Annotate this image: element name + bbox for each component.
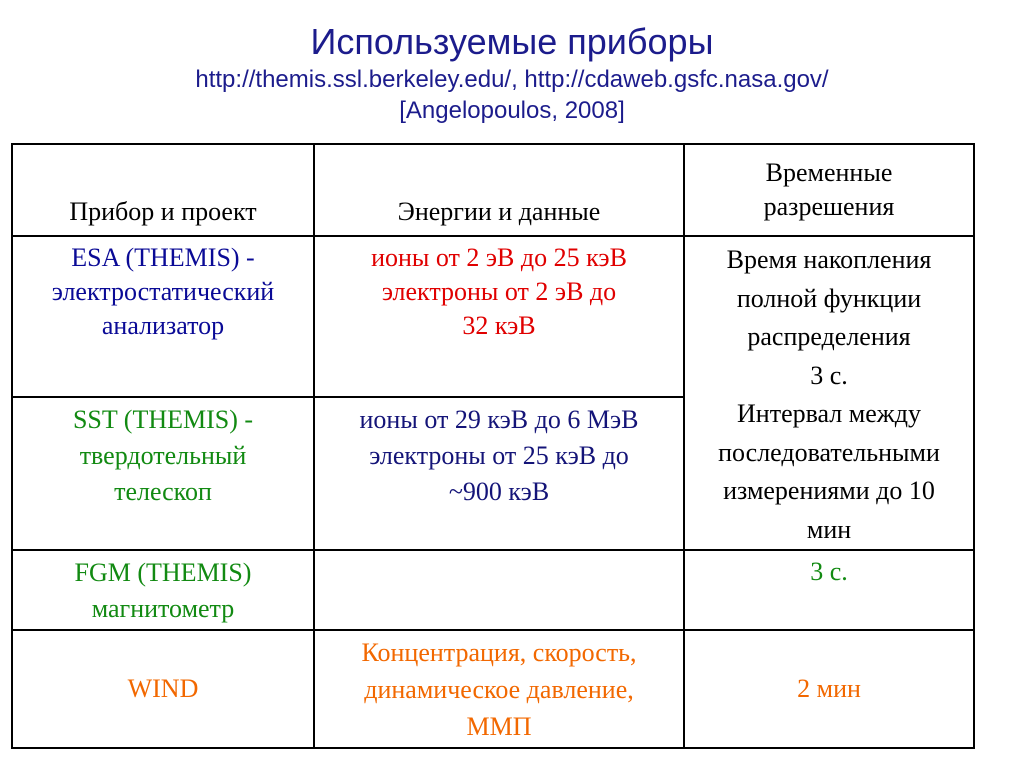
esa-instrument-line: анализатор <box>101 311 225 340</box>
header-instrument <box>12 144 314 236</box>
wind-energies-line: Концентрация, скорость, <box>361 637 637 667</box>
fgm-instrument-line: магнитометр <box>91 594 235 623</box>
slide-title: Используемые приборы <box>310 21 714 62</box>
header-resolution-line: Временные <box>765 158 893 187</box>
table-row-fgm <box>12 550 974 630</box>
sst-instrument-line: телескоп <box>114 476 212 506</box>
fgm-instrument-line: FGM (THEMIS) <box>74 558 252 587</box>
cell-fgm-instrument <box>12 550 314 630</box>
themis-resolution-line: распределения <box>747 322 911 351</box>
sst-instrument-line: твердотельный <box>79 440 247 470</box>
sst-energies-line: ~900 кэВ <box>448 476 550 506</box>
header-resolution-line: разрешения <box>763 192 895 221</box>
themis-resolution-line: Интервал между <box>737 399 921 428</box>
wind-resolution-text: 2 мин <box>797 674 861 703</box>
cell-sst-instrument <box>12 397 314 551</box>
instruments-table <box>11 143 975 749</box>
reference-citation: [Angelopoulos, 2008] <box>399 97 625 124</box>
cell-esa-instrument <box>12 236 314 397</box>
esa-instrument-line: электростатический <box>51 277 275 306</box>
themis-resolution-line: полной функции <box>736 283 922 313</box>
sst-energies-line: ионы от 29 кэВ до 6 МэВ <box>359 404 639 434</box>
sst-instrument-line: SST (THEMIS) - <box>72 404 254 434</box>
themis-resolution-line: измерениями до 10 <box>723 476 935 505</box>
cell-esa-energies <box>314 236 684 397</box>
cell-fgm-resolution <box>684 550 974 630</box>
title-block <box>0 20 1024 126</box>
themis-resolution-line: 3 с. <box>810 360 848 390</box>
header-energies <box>314 144 684 236</box>
cell-wind-resolution <box>684 630 974 748</box>
cell-wind-energies <box>314 630 684 748</box>
wind-instrument-text: WIND <box>127 674 199 703</box>
cell-wind-instrument <box>12 630 314 748</box>
esa-energies-line: ионы от 2 эВ до 25 кэВ <box>371 243 627 272</box>
cell-fgm-energies <box>314 550 684 630</box>
esa-energies-line: 32 кэВ <box>462 311 536 340</box>
wind-energies-line: ММП <box>466 711 532 741</box>
themis-resolution-line: Время накопления <box>726 245 932 274</box>
table-row-esa <box>12 236 974 397</box>
table-row-wind <box>12 630 974 748</box>
header-energies-text: Энергии и данные <box>397 197 601 226</box>
header-resolution <box>684 144 974 236</box>
wind-energies-line: динамическое давление, <box>364 674 634 704</box>
header-instrument-text: Прибор и проект <box>69 197 257 226</box>
cell-sst-energies <box>314 397 684 551</box>
themis-resolution-line: последовательными <box>718 437 940 467</box>
table-header-row <box>12 144 974 236</box>
source-links: http://themis.ssl.berkeley.edu/, http://cdaweb.gsfc.nasa.gov/ <box>195 66 829 93</box>
cell-themis-resolution <box>684 236 974 550</box>
esa-energies-line: электроны от 2 эВ до <box>381 277 617 306</box>
themis-resolution-line: мин <box>806 514 852 544</box>
sst-energies-line: электроны от 25 кэВ до <box>369 440 629 470</box>
esa-instrument-line: ESA (THEMIS) - <box>71 243 255 272</box>
fgm-resolution-text: 3 с. <box>810 557 848 586</box>
